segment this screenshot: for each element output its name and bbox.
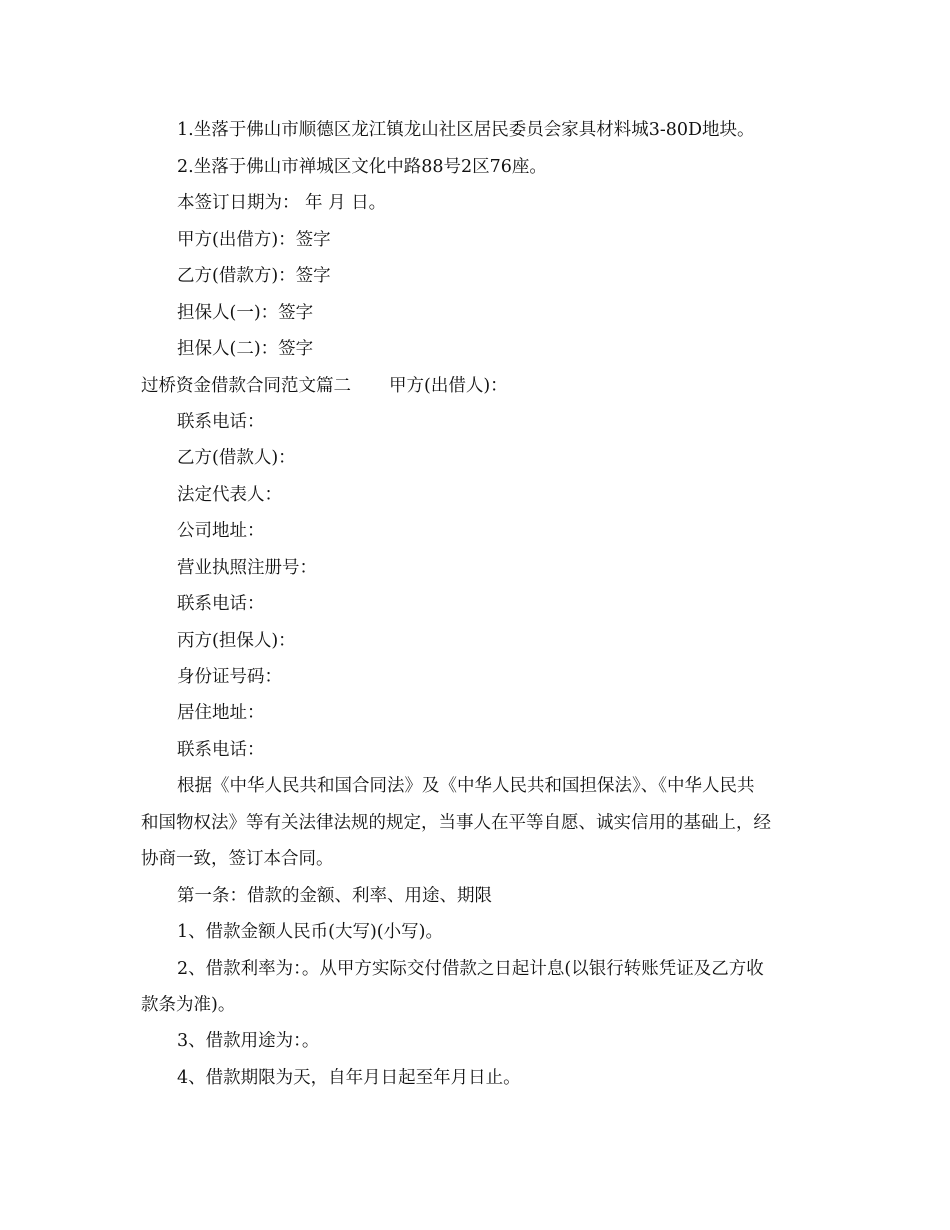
text-line: 2.坐落于佛山市禅城区文化中路88号2区76座。 — [177, 157, 547, 177]
article-item-continuation: 款条为准)。 — [141, 995, 236, 1015]
field-line: 法定代表人： — [177, 485, 282, 505]
article-item: 3、借款用途为：。 — [177, 1031, 320, 1051]
section-heading-line — [141, 375, 821, 397]
guarantor-1-signature-line: 担保人(一)：签字 — [177, 303, 314, 323]
party-b-signature-line: 乙方(借款方)：签字 — [177, 266, 331, 286]
preamble-line: 根据《中华人民共和国合同法》及《中华人民共和国担保法》、《中华人民共 — [177, 776, 755, 796]
article-item: 2、借款利率为：。从甲方实际交付借款之日起计息(以银行转账凭证及乙方收 — [177, 959, 764, 979]
field-line: 居住地址： — [177, 703, 265, 723]
field-line: 营业执照注册号： — [177, 558, 317, 578]
preamble-line: 协商一致，签订本合同。 — [141, 849, 334, 869]
field-line: 身份证号码： — [177, 667, 282, 687]
first-party-label: 甲方(出借人)： — [389, 376, 508, 396]
field-line: 丙方(担保人)： — [177, 631, 296, 651]
article-item: 1、借款金额人民币(大写)(小写)。 — [177, 922, 443, 942]
signing-date-line: 本签订日期为： 年 月 日。 — [177, 193, 387, 213]
section-title: 过桥资金借款合同范文篇二 — [141, 376, 351, 396]
party-a-signature-line: 甲方(出借方)：签字 — [177, 230, 331, 250]
preamble-line: 和国物权法》等有关法律法规的规定，当事人在平等自愿、诚实信用的基础上，经 — [141, 813, 771, 833]
field-line: 乙方(借款人)： — [177, 448, 296, 468]
field-line: 联系电话： — [177, 740, 265, 760]
guarantor-2-signature-line: 担保人(二)：签字 — [177, 339, 314, 359]
field-line: 公司地址： — [177, 521, 265, 541]
text-line: 1.坐落于佛山市顺德区龙江镇龙山社区居民委员会家具材料城3-80D地块。 — [177, 120, 755, 140]
field-line: 联系电话： — [177, 594, 265, 614]
article-item: 4、借款期限为天，自年月日起至年月日止。 — [177, 1068, 521, 1088]
article-1-title: 第一条：借款的金额、利率、用途、期限 — [177, 886, 492, 906]
field-line: 联系电话： — [177, 412, 265, 432]
